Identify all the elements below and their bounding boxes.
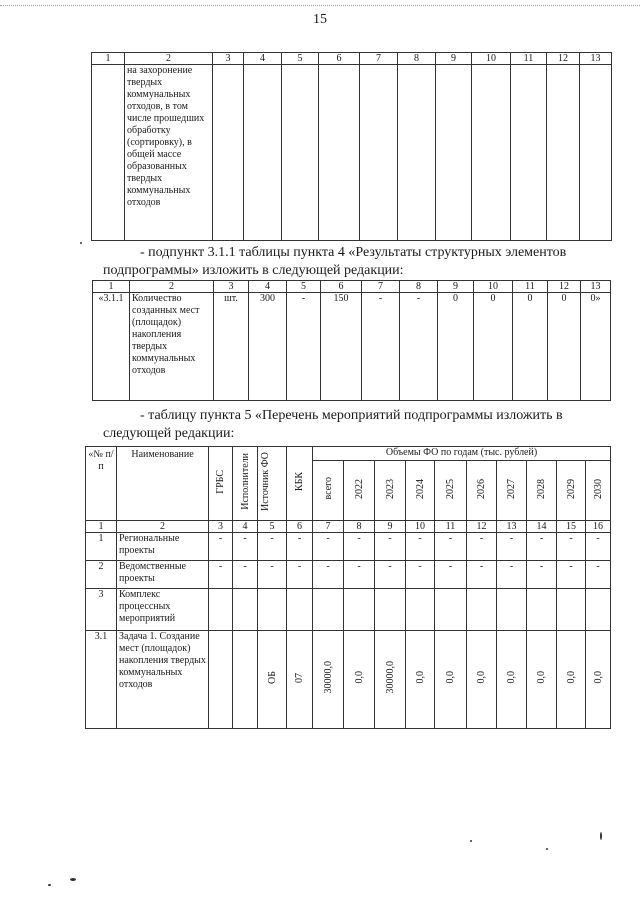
value: 0 [474, 293, 513, 401]
col-number: 10 [472, 53, 511, 65]
value: 150 [321, 293, 362, 401]
kbk-cell: 07 [287, 631, 313, 729]
col-number: 4 [233, 521, 258, 533]
scan-speck [48, 884, 51, 886]
col-number: 3 [209, 521, 233, 533]
col-number: 9 [438, 281, 474, 293]
col-number: 10 [406, 521, 435, 533]
col-number: 1 [86, 521, 117, 533]
col-number: 6 [287, 521, 313, 533]
result-name: Количество созданных мест (площадок) накопления твердых коммунальных отходов [130, 293, 214, 401]
col-number: 6 [321, 281, 362, 293]
table-row [92, 65, 612, 241]
table-measures [85, 446, 611, 729]
row-number: 3.1 [86, 631, 117, 729]
col-number: 5 [282, 53, 319, 65]
col-number: 3 [214, 281, 249, 293]
cell-value: - [467, 561, 497, 589]
row-number: 2 [86, 561, 117, 589]
header-year: 2030 [586, 461, 611, 521]
value: 0 [438, 293, 474, 401]
col-number: 2 [117, 521, 209, 533]
header-executors: Исполнители [233, 447, 258, 521]
col-number: 11 [513, 281, 548, 293]
row-number: 1 [86, 533, 117, 561]
header-name: Наименование [117, 447, 209, 521]
value: 0 [548, 293, 581, 401]
scan-top-edge [0, 5, 640, 6]
cell-value: - [258, 561, 287, 589]
col-number: 7 [360, 53, 398, 65]
scan-speck [546, 848, 548, 850]
row-name: Региональные проекты [117, 533, 209, 561]
amount-cell: 0,0 [497, 631, 527, 729]
indicator-name: на захоронение твердых коммунальных отходов, в том числе прошедших обработку (сортировку), в общей массе образованных твердых коммунальных отходов [125, 65, 213, 241]
header-year: 2024 [406, 461, 435, 521]
page-number: 15 [313, 12, 327, 27]
row-number: 3 [86, 589, 117, 631]
cell-value: - [467, 533, 497, 561]
cell-value: - [435, 561, 467, 589]
cell-value: - [406, 561, 435, 589]
header-year: всего [313, 461, 344, 521]
value: - [362, 293, 400, 401]
col-number: 13 [580, 53, 612, 65]
table-row [86, 631, 611, 729]
table-colnum-row [86, 521, 611, 533]
value: 0 [513, 293, 548, 401]
col-number: 4 [249, 281, 287, 293]
row-name: Задача 1. Создание мест (площадок) накопления твердых коммунальных отходов [117, 631, 209, 729]
table-indicators-continued [91, 52, 612, 241]
amount-cell: 0,0 [344, 631, 375, 729]
scan-speck [600, 832, 602, 840]
header-year: 2028 [527, 461, 557, 521]
col-number: 4 [244, 53, 282, 65]
scan-speck [80, 242, 82, 244]
source-cell: ОБ [258, 631, 287, 729]
value: - [400, 293, 438, 401]
amount-cell: 0,0 [406, 631, 435, 729]
cell-value: - [375, 561, 406, 589]
cell-value: - [313, 533, 344, 561]
cell-value: - [233, 561, 258, 589]
amount-cell: 0,0 [527, 631, 557, 729]
unit: шт. [214, 293, 249, 401]
col-number: 10 [474, 281, 513, 293]
col-number: 12 [548, 281, 581, 293]
scan-speck [70, 878, 76, 881]
value: - [287, 293, 321, 401]
table-row [93, 293, 611, 401]
col-number: 8 [400, 281, 438, 293]
col-number: 9 [436, 53, 472, 65]
header-year: 2025 [435, 461, 467, 521]
cell-value: - [586, 561, 611, 589]
col-number: 9 [375, 521, 406, 533]
cell-value: - [527, 533, 557, 561]
row-name: Ведомственные проекты [117, 561, 209, 589]
col-number: 11 [435, 521, 467, 533]
col-number: 7 [362, 281, 400, 293]
scan-speck [470, 840, 472, 842]
cell-value: - [497, 561, 527, 589]
table-results [92, 280, 611, 401]
table-row [86, 589, 611, 631]
paragraph-table-line2: следующей редакции: [103, 426, 235, 441]
col-number: 11 [511, 53, 547, 65]
header-year: 2022 [344, 461, 375, 521]
paragraph-table-line1: - таблицу пункта 5 «Перечень мероприятий подпрограммы изложить в [140, 408, 563, 423]
amount-cell: 0,0 [467, 631, 497, 729]
cell-value: - [344, 561, 375, 589]
amount-cell: 0,0 [586, 631, 611, 729]
header-grbs: ГРБС [209, 447, 233, 521]
table-header-row [86, 447, 611, 461]
col-number: 14 [527, 521, 557, 533]
header-year: 2026 [467, 461, 497, 521]
col-number: 8 [398, 53, 436, 65]
header-kbk: КБК [287, 447, 313, 521]
col-number: 15 [557, 521, 586, 533]
cell-value: - [209, 561, 233, 589]
cell-value: - [557, 561, 586, 589]
cell-value: - [209, 533, 233, 561]
value: 300 [249, 293, 287, 401]
col-number: 1 [92, 53, 125, 65]
cell-value: - [233, 533, 258, 561]
cell-value: - [344, 533, 375, 561]
value: 0» [581, 293, 611, 401]
paragraph-subitem-line1: - подпункт 3.1.1 таблицы пункта 4 «Результаты структурных элементов [140, 245, 567, 260]
amount-cell: 0,0 [557, 631, 586, 729]
cell-value: - [287, 561, 313, 589]
col-number: 6 [319, 53, 360, 65]
table-row [86, 533, 611, 561]
header-number: «№ п/п [86, 447, 117, 521]
row-code: «3.1.1 [93, 293, 130, 401]
amount-cell: 30000,0 [375, 631, 406, 729]
cell-value: - [375, 533, 406, 561]
header-source: Источник ФО [258, 447, 287, 521]
cell-value: - [435, 533, 467, 561]
table-row [86, 561, 611, 589]
cell-value: - [557, 533, 586, 561]
cell-value: - [406, 533, 435, 561]
row-name: Комплекс процессных мероприятий [117, 589, 209, 631]
col-number: 13 [581, 281, 611, 293]
amount-cell: 30000,0 [313, 631, 344, 729]
header-year: 2027 [497, 461, 527, 521]
cell-value: - [287, 533, 313, 561]
col-number: 5 [287, 281, 321, 293]
cell-value: - [258, 533, 287, 561]
col-number: 12 [547, 53, 580, 65]
col-number: 2 [125, 53, 213, 65]
cell-value: - [497, 533, 527, 561]
paragraph-subitem-line2: подпрограммы» изложить в следующей редакции: [103, 263, 404, 278]
col-number: 1 [93, 281, 130, 293]
col-number: 8 [344, 521, 375, 533]
col-number: 13 [497, 521, 527, 533]
col-number: 3 [213, 53, 244, 65]
amount-cell: 0,0 [435, 631, 467, 729]
col-number: 5 [258, 521, 287, 533]
col-number: 2 [130, 281, 214, 293]
cell-value: - [527, 561, 557, 589]
cell-value: - [586, 533, 611, 561]
cell-value: - [313, 561, 344, 589]
header-year: 2029 [557, 461, 586, 521]
col-number: 7 [313, 521, 344, 533]
header-volumes: Объемы ФО по годам (тыс. рублей) [313, 447, 611, 461]
table-header-row [93, 281, 611, 293]
col-number: 16 [586, 521, 611, 533]
table-header-row [92, 53, 612, 65]
col-number: 12 [467, 521, 497, 533]
header-year: 2023 [375, 461, 406, 521]
